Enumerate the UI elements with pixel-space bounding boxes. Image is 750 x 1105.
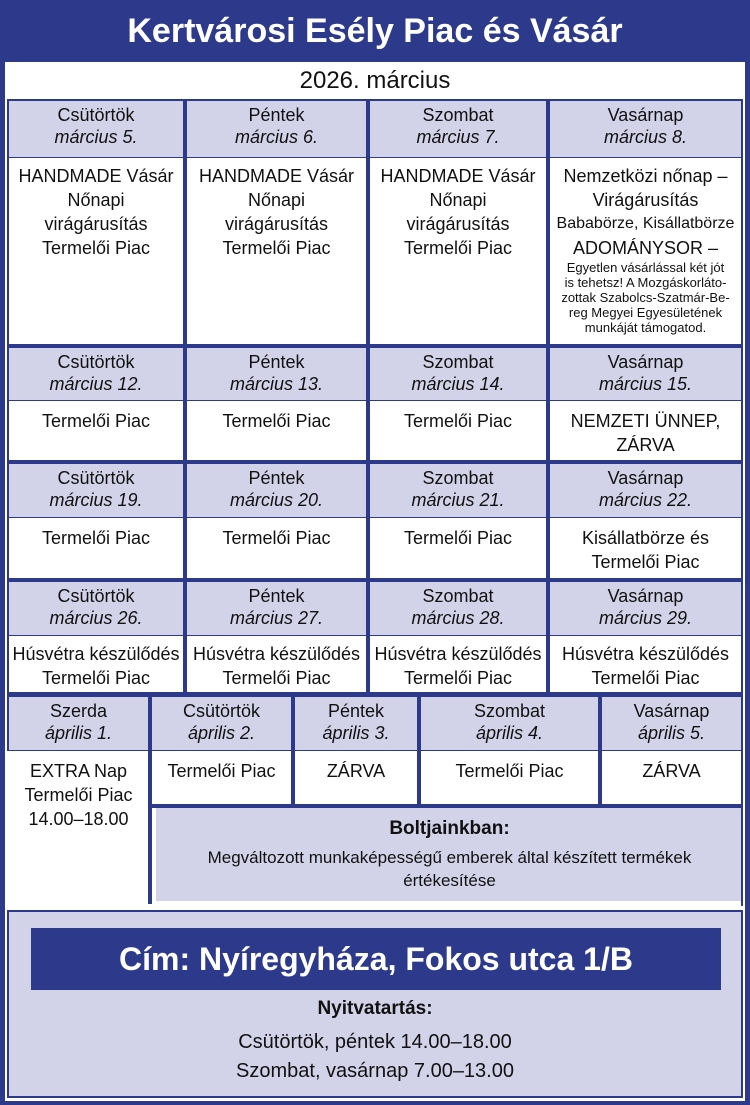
grid-line	[7, 697, 9, 751]
week5-cell-wed	[7, 751, 150, 831]
week3-header-thu	[9, 464, 183, 517]
grid-line	[7, 578, 743, 582]
header-date: március 12.	[49, 374, 143, 394]
header-date: március 29.	[598, 608, 693, 628]
header-date: március 15.	[598, 374, 693, 394]
header-day: Vasárnap	[607, 586, 684, 606]
event-line: NEMZETI ÜNNEP,	[570, 411, 721, 431]
opening-hours-line: Szombat, vasárnap 7.00–13.00	[236, 1060, 514, 1082]
page-title: Kertvárosi Esély Piac és Vásár	[127, 12, 623, 50]
week4-cell-sat	[370, 636, 546, 691]
opening-hours-line: Csütörtök, péntek 14.00–18.00	[238, 1031, 512, 1053]
grid-line	[366, 99, 370, 697]
week4-header-sat	[370, 582, 546, 635]
event-line: Termelői Piac	[455, 761, 564, 781]
week4-header-fri	[187, 582, 366, 635]
grid-line	[7, 635, 743, 636]
event-line: Bababörze, Kisállatbörze	[556, 215, 735, 232]
grid-line	[150, 804, 743, 808]
week1-cell-fri	[187, 158, 366, 343]
week3-header-sun	[550, 464, 741, 517]
header-day: Péntek	[248, 586, 305, 606]
week3-cell-sat	[370, 518, 546, 577]
event-line: Termelői Piac	[222, 411, 331, 431]
opening-hours-title: Nyitvatartás:	[317, 998, 433, 1019]
event-line: Termelői Piac	[167, 761, 276, 781]
header-date: március 28.	[411, 608, 505, 628]
header-day: Csütörtök	[57, 105, 135, 125]
header-date: március 22.	[598, 490, 693, 510]
header-day: Szombat	[422, 586, 494, 606]
event-line: Nőnapi	[67, 190, 125, 210]
week2-cell-sat	[370, 401, 546, 459]
header-day: Vasárnap	[607, 352, 684, 372]
grid-line	[7, 750, 743, 751]
event-line: Termelői Piac	[591, 668, 700, 688]
header-date: április 3.	[322, 723, 390, 743]
header-day: Vasárnap	[633, 701, 710, 721]
grid-line	[598, 697, 602, 804]
grid-line	[7, 344, 743, 348]
event-note: munkáját támogatod.	[584, 320, 707, 335]
shops-body: Megváltozott munkaképességű emberek által készített termékek értékesítése	[207, 848, 692, 890]
header-date: március 27.	[229, 608, 324, 628]
week4-cell-sun	[550, 636, 741, 691]
week3-header-sat	[370, 464, 546, 517]
header-date: március 21.	[411, 490, 505, 510]
event-line: Húsvétra készülődés	[561, 644, 730, 664]
grid-line	[417, 697, 421, 804]
grid-line	[148, 697, 152, 904]
week1-cell-sun	[550, 158, 741, 343]
week4-header-thu	[9, 582, 183, 635]
event-line: HANDMADE Vásár	[18, 166, 174, 186]
header-day: Csütörtök	[57, 586, 135, 606]
grid-line	[7, 99, 9, 699]
header-day: Vasárnap	[607, 468, 684, 488]
event-line: Termelői Piac	[41, 668, 151, 688]
event-line: ADOMÁNYSOR –	[572, 238, 719, 258]
event-line: ZÁRVA	[616, 435, 675, 455]
header-day: Péntek	[248, 468, 305, 488]
week2-header-thu	[9, 348, 183, 400]
week4-cell-fri	[187, 636, 366, 691]
event-line: EXTRA Nap	[29, 761, 128, 781]
event-note: reg Megyei Egyesületének	[568, 305, 723, 320]
header-date: március 7.	[416, 127, 500, 147]
event-line: virágárusítás	[406, 214, 510, 234]
week1-header-fri	[187, 101, 366, 157]
header-date: március 26.	[49, 608, 143, 628]
week2-header-sat	[370, 348, 546, 400]
week2-header-sun	[550, 348, 741, 400]
event-line: Húsvétra készülődés	[374, 644, 542, 664]
event-line: Nőnapi	[247, 190, 306, 210]
event-line: HANDMADE Vásár	[380, 166, 536, 186]
week5-cell-fri	[295, 751, 417, 801]
event-line: ZÁRVA	[326, 761, 386, 781]
week1-header-sun	[550, 101, 741, 157]
header-date: április 5.	[637, 723, 706, 743]
week2-cell-fri	[187, 401, 366, 459]
header-date: április 4.	[475, 723, 544, 743]
header-day: Szombat	[422, 352, 494, 372]
grid-line	[291, 697, 295, 804]
header-date: március 13.	[229, 374, 324, 394]
event-line: Termelői Piac	[403, 238, 513, 258]
week2-cell-thu	[9, 401, 183, 459]
event-line: Termelői Piac	[41, 238, 151, 258]
address-banner: Cím: Nyíregyháza, Fokos utca 1/B	[31, 928, 721, 990]
info-box	[7, 910, 743, 1098]
event-line: virágárusítás	[224, 214, 329, 234]
event-line: Termelői Piac	[41, 528, 151, 548]
header-day: Csütörtök	[57, 468, 135, 488]
event-line: Termelői Piac	[403, 411, 513, 431]
week2-header-fri	[187, 348, 366, 400]
event-line: Termelői Piac	[24, 785, 133, 805]
week5-header-fri	[295, 697, 417, 750]
header-date: március 6.	[234, 127, 319, 147]
shops-title: Boltjainkban:	[389, 818, 510, 839]
grid-line	[7, 99, 743, 101]
header-day: Csütörtök	[57, 352, 135, 372]
header-date: március 19.	[49, 490, 143, 510]
week3-cell-sun	[550, 518, 741, 577]
week5-header-sat	[421, 697, 598, 750]
event-line: Nőnapi	[429, 190, 487, 210]
event-line: Nemzetközi nőnap –	[563, 166, 728, 186]
header-date: március 8.	[603, 127, 688, 147]
week5-header-sun	[602, 697, 741, 750]
week3-cell-thu	[9, 518, 183, 577]
opening-hours	[9, 1028, 741, 1086]
event-line: HANDMADE Vásár	[198, 166, 355, 186]
event-line: ZÁRVA	[642, 761, 701, 781]
header-day: Szombat	[422, 105, 494, 125]
week4-header-sun	[550, 582, 741, 635]
header-date: április 1.	[44, 723, 113, 743]
event-line: 14.00–18.00	[28, 809, 129, 829]
week1-header-thu	[9, 101, 183, 157]
header-date: március 20.	[229, 490, 324, 510]
week1-header-sat	[370, 101, 546, 157]
grid-line	[183, 99, 187, 697]
week1-cell-sat	[370, 158, 546, 343]
event-line: Virágárusítás	[592, 190, 699, 210]
event-line: Termelői Piac	[222, 668, 331, 688]
week1-cell-thu	[9, 158, 183, 343]
shops-box	[156, 808, 743, 901]
header-day: Péntek	[248, 352, 305, 372]
event-line: Termelői Piac	[222, 238, 331, 258]
event-note: is tehetsz! A Mozgáskorláto-	[564, 275, 727, 290]
week5-header-wed	[9, 697, 148, 750]
week4-cell-thu	[7, 636, 185, 691]
month-title: 2026. március	[299, 67, 451, 94]
grid-line	[7, 460, 743, 464]
header-date: március 5.	[54, 127, 138, 147]
header-date: április 2.	[187, 723, 256, 743]
week2-cell-sun	[550, 401, 741, 459]
header-date: március 14.	[411, 374, 505, 394]
week5-cell-sun	[602, 751, 741, 801]
event-line: Kisállatbörze és	[581, 528, 710, 548]
event-line: Húsvétra készülődés	[192, 644, 361, 664]
grid-line	[741, 99, 743, 906]
header-day: Vasárnap	[607, 105, 684, 125]
event-line: Termelői Piac	[403, 528, 513, 548]
grid-line	[7, 400, 743, 401]
grid-line	[546, 99, 550, 697]
event-line: virágárusítás	[44, 214, 148, 234]
week3-header-fri	[187, 464, 366, 517]
week5-cell-thu	[152, 751, 291, 801]
grid-line	[7, 692, 743, 697]
week3-cell-fri	[187, 518, 366, 577]
header-day: Péntek	[327, 701, 385, 721]
event-line: Termelői Piac	[222, 528, 331, 548]
week5-cell-sat	[421, 751, 598, 801]
week5-header-thu	[152, 697, 291, 750]
header-day: Szerda	[49, 701, 108, 721]
event-line: Húsvétra készülődés	[12, 644, 180, 664]
header-day: Péntek	[248, 105, 305, 125]
header-day: Szombat	[422, 468, 494, 488]
grid-line	[7, 157, 743, 158]
event-line: Termelői Piac	[403, 668, 513, 688]
header-day: Csütörtök	[182, 701, 261, 721]
event-line: Termelői Piac	[41, 411, 151, 431]
event-line: Termelői Piac	[591, 552, 700, 572]
event-note: zottak Szabolcs-Szatmár-Be-	[561, 290, 730, 305]
grid-line	[7, 517, 743, 518]
header-day: Szombat	[473, 701, 546, 721]
event-note: Egyetlen vásárlással két jót	[566, 260, 725, 275]
